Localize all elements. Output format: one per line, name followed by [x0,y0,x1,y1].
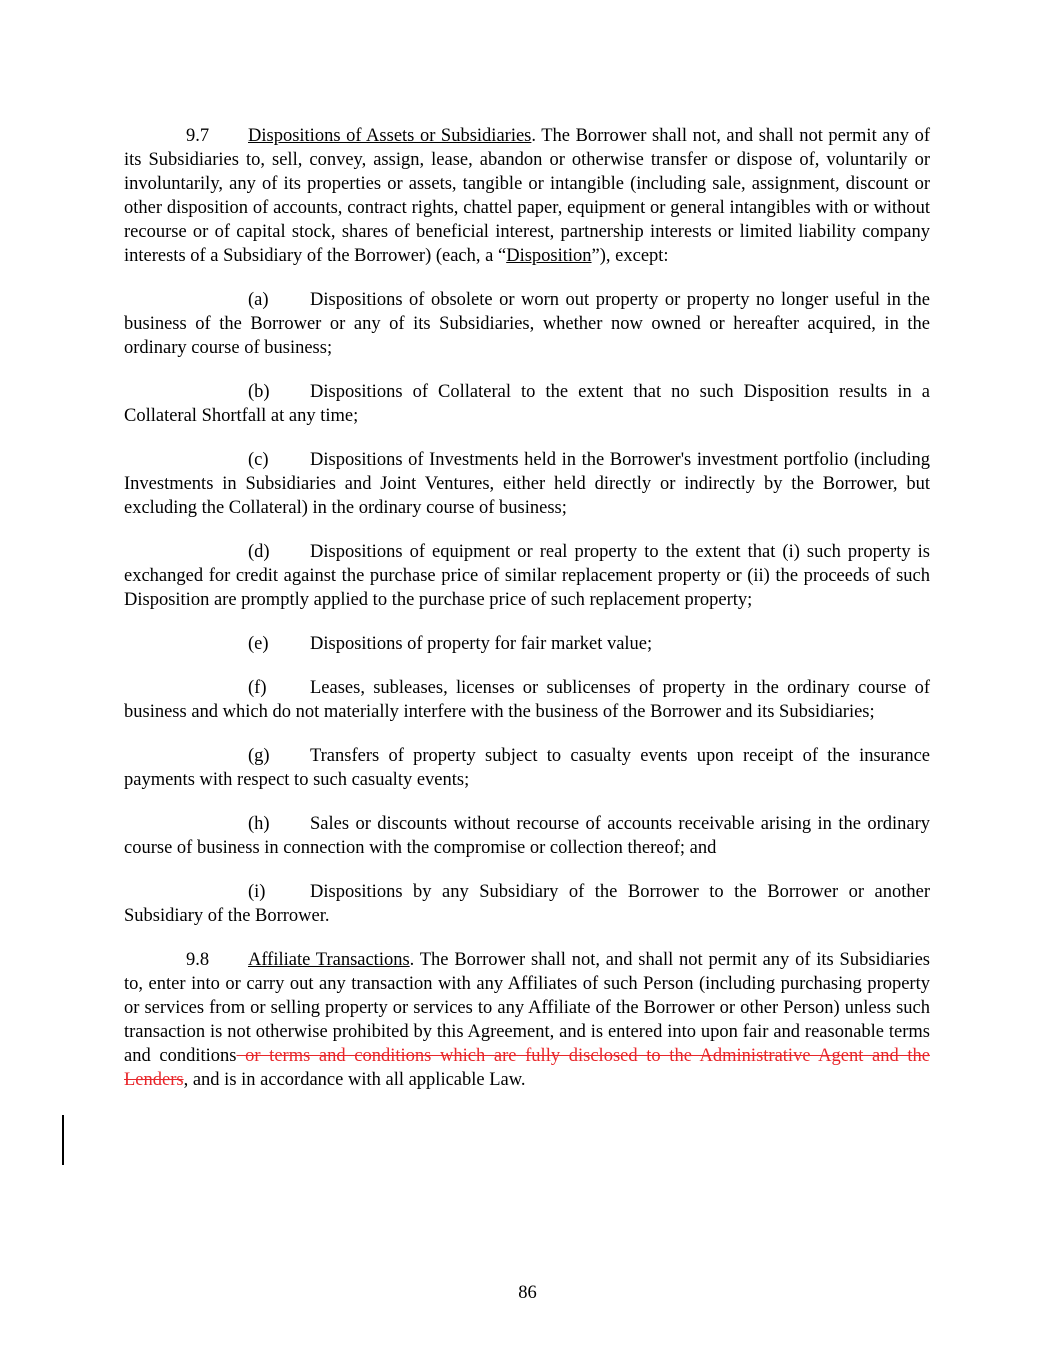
item-text: Dispositions of Collateral to the extent that no such Disposition results in a Collateral Shortfall at any time; [124,382,930,426]
section-body: . The Borrower shall not, and shall not permit any of its Subsidiaries to, sell, convey, assign, lease, abandon or otherwise transfer or dispose of, voluntarily or involuntarily, any of its properties or assets, tangible or intangible (including sale, assignment, discount or other disposition of accounts, contract rights, chattel paper, equipment or general intangibles with or without recourse or of capital stock, shares of beneficial interest, partnership interests or limited liability company interests of a Subsidiary of the Borrower) (each, a “ [124,126,930,266]
list-item [124,540,930,612]
section-heading: Dispositions of Assets or Subsidiaries [248,126,532,146]
list-item [124,632,930,656]
item-text: Leases, subleases, licenses or sublicenses of property in the ordinary course of business and which do not materially interfere with the business of the Borrower and its Subsidiaries; [124,678,930,722]
section-body-end: , and is in accordance with all applicable Law. [183,1070,526,1090]
item-label: (f) [248,678,267,698]
item-text: Dispositions of Investments held in the Borrower's investment portfolio (including Investments in Subsidiaries and Joint Ventures, either held directly or indirectly by the Borrower, but excluding the Collateral) in the ordinary course of business; [124,450,930,518]
section-number: 9.7 [186,126,210,146]
section-body: . The Borrower shall not, and shall not permit any of its Subsidiaries to, enter into or carry out any transaction with any Affiliates of such Person (including purchasing property or services from or selling property or services to any Affiliate of the Borrower or other Person) unless such transaction is not otherwise prohibited by this Agreement, and is entered into upon fair and reasonable terms and conditions [124,950,930,1066]
item-text: Dispositions of equipment or real property to the extent that (i) such property is exchanged for credit against the purchase price of similar replacement property or (ii) the proceeds of such Disposition are promptly applied to the purchase price of such replacement property; [124,542,930,610]
item-text: Dispositions by any Subsidiary of the Borrower to the Borrower or another Subsidiary of the Borrower. [124,882,930,926]
section-number: 9.8 [186,950,210,970]
page-body [124,124,930,1112]
list-item [124,288,930,360]
item-label: (b) [248,382,270,402]
item-label: (g) [248,746,270,766]
item-label: (i) [248,882,266,902]
item-text: Dispositions of obsolete or worn out property or property no longer useful in the business of the Borrower or any of its Subsidiaries, whether now owned or hereafter acquired, in the ordinary course of business; [124,290,930,358]
page-number: 86 [518,1283,537,1303]
list-item [124,880,930,928]
item-text: Dispositions of property for fair market value; [310,634,653,654]
item-label: (h) [248,814,270,834]
item-text: Transfers of property subject to casualty events upon receipt of the insurance payments with respect to such casualty events; [124,746,930,790]
section-body-end: ”), except: [591,246,669,266]
section-9-8 [124,948,930,1092]
list-item [124,448,930,520]
item-label: (d) [248,542,270,562]
list-item [124,812,930,860]
section-heading: Affiliate Transactions [248,950,410,970]
item-label: (a) [248,290,269,310]
item-label: (e) [248,634,269,654]
list-item [124,744,930,792]
deleted-text-redline: or terms and conditions which are fully disclosed to the Administrative Agent and the Lenders [124,1046,930,1090]
list-item [124,676,930,724]
item-text: Sales or discounts without recourse of accounts receivable arising in the ordinary course of business in connection with the compromise or collection thereof; and [124,814,930,858]
list-item [124,380,930,428]
item-label: (c) [248,450,269,470]
change-bar [62,1115,64,1165]
section-9-7 [124,124,930,268]
defined-term: Disposition [506,246,592,266]
